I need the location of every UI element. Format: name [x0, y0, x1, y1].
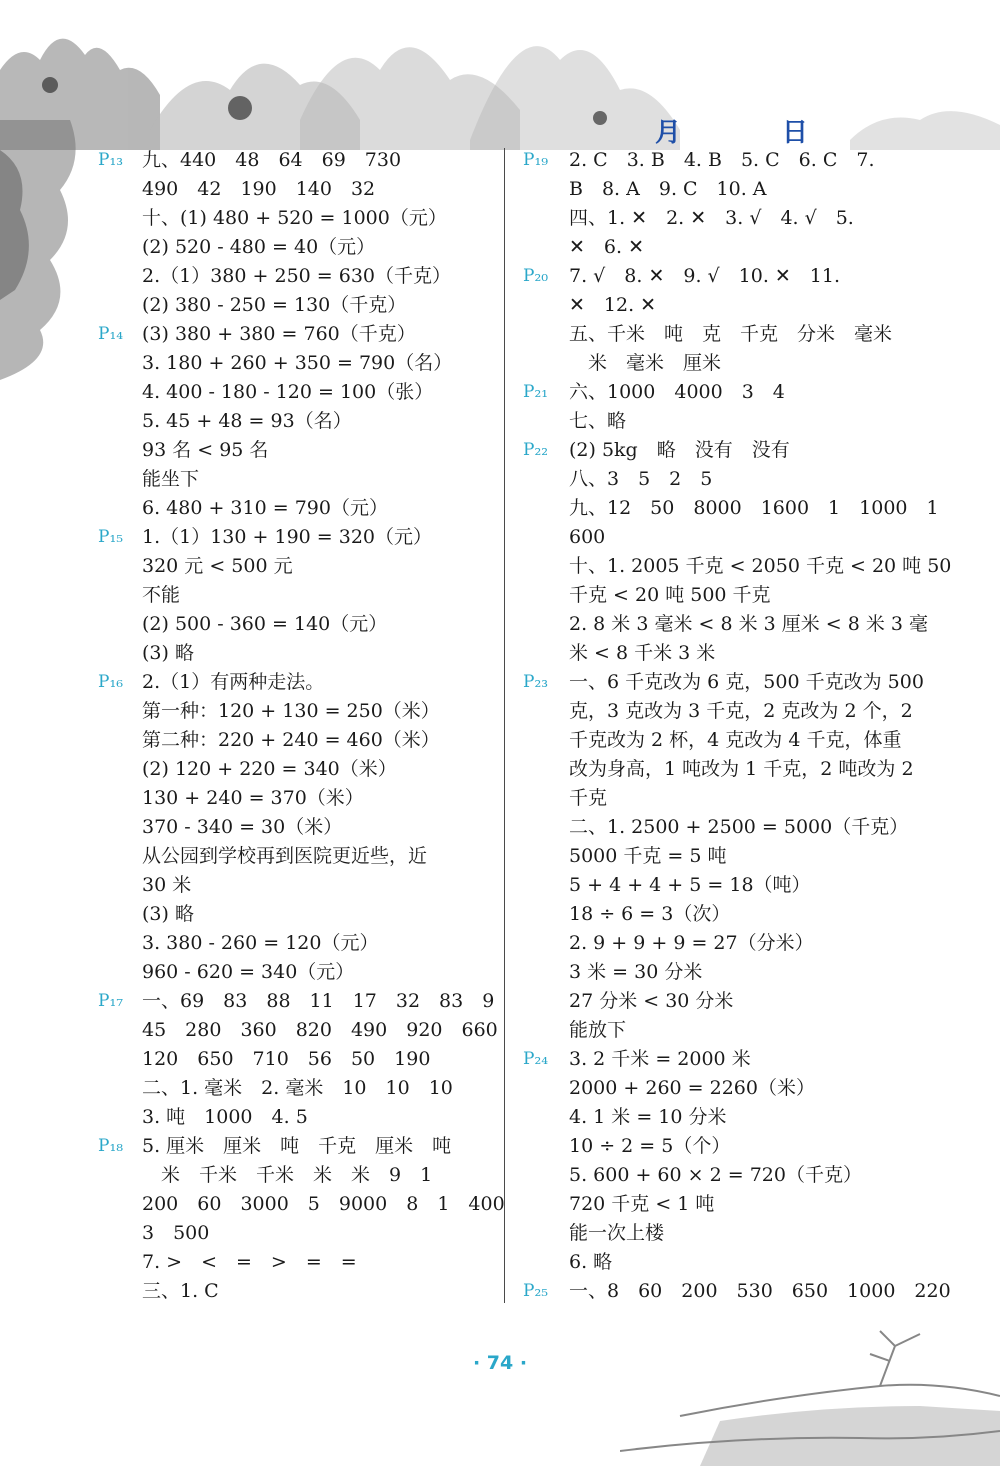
- answer-line: [98, 958, 498, 987]
- answer-line: [98, 1103, 498, 1132]
- answer-line: [98, 436, 498, 465]
- answer-line: [523, 842, 943, 871]
- answer-text: 2.（1）380 + 250 = 630（千克）: [142, 265, 452, 287]
- answer-line: [98, 726, 498, 755]
- answer-line: [523, 436, 943, 465]
- answer-line: [98, 552, 498, 581]
- answer-line: [523, 784, 943, 813]
- answer-text: 960 - 620 = 340（元）: [142, 961, 355, 983]
- answer-text: 第二种：220 + 240 = 460（米）: [142, 729, 440, 751]
- answer-line: [98, 1190, 505, 1219]
- answer-line: [98, 1132, 498, 1161]
- answer-line: [523, 204, 943, 233]
- answer-text: 320 元 < 500 元: [142, 555, 293, 577]
- answer-line: [98, 146, 498, 175]
- answer-line: [98, 1016, 498, 1045]
- date-month-label: 月: [655, 118, 682, 148]
- answer-text: 93 名 < 95 名: [142, 439, 269, 461]
- answer-text: 2.（1）有两种走法。: [142, 671, 325, 693]
- answer-line: [523, 494, 943, 523]
- answer-line: [523, 262, 943, 291]
- answer-line: [523, 349, 943, 378]
- answer-line: [523, 1045, 943, 1074]
- answer-text: 七、略: [569, 410, 627, 432]
- ink-landscape-header: [0, 0, 1000, 150]
- answer-line: [98, 523, 498, 552]
- answer-text: 三、1. C: [142, 1280, 219, 1302]
- page-reference-mark: P₁₄: [98, 324, 124, 344]
- answer-line: [98, 581, 498, 610]
- answer-line: [523, 871, 943, 900]
- answer-line: [98, 813, 498, 842]
- answer-text: 7. √ 8. ✕ 9. √ 10. ✕ 11.: [569, 265, 841, 287]
- answer-text: 720 千克 < 1 吨: [569, 1193, 715, 1215]
- answer-text: 米 毫米 厘米: [569, 352, 722, 374]
- answer-line: [523, 929, 943, 958]
- page-reference-mark: P₁₈: [98, 1136, 124, 1156]
- answer-text: ✕ 12. ✕: [569, 294, 657, 316]
- answer-line: [98, 929, 498, 958]
- answer-text: 18 ÷ 6 = 3（次）: [569, 903, 731, 925]
- answer-line: [98, 465, 498, 494]
- answer-text: 3 500: [142, 1222, 210, 1244]
- answer-text: 能放下: [569, 1019, 627, 1041]
- answer-text: 3. 180 + 260 + 350 = 790（名）: [142, 352, 453, 374]
- page-reference-mark: P₁₇: [98, 991, 124, 1011]
- answer-line: [98, 233, 498, 262]
- answer-text: (3) 380 + 380 = 760（千克）: [142, 323, 416, 345]
- answer-line: [98, 262, 498, 291]
- answer-line: [523, 813, 943, 842]
- page-reference-mark: P₁₅: [98, 527, 124, 547]
- answer-text: 5. 厘米 厘米 吨 千克 厘米 吨: [142, 1135, 452, 1157]
- answer-line: [523, 697, 943, 726]
- answer-text: 六、1000 4000 3 4: [569, 381, 785, 403]
- answer-line: [98, 1045, 498, 1074]
- answer-text: 能一次上楼: [569, 1222, 665, 1244]
- ink-landscape-left: [0, 120, 95, 380]
- answer-text: 2. C 3. B 4. B 5. C 6. C 7.: [569, 149, 875, 171]
- page-number: · 74 ·: [472, 1352, 528, 1374]
- answer-line: [98, 900, 498, 929]
- answer-line: [523, 146, 943, 175]
- answer-text: 米 千米 千米 米 米 9 1: [142, 1164, 433, 1186]
- answer-text: ✕ 6. ✕: [569, 236, 645, 258]
- answer-text: 四、1. ✕ 2. ✕ 3. √ 4. √ 5.: [569, 207, 854, 229]
- answer-text: 第一种：120 + 130 = 250（米）: [142, 700, 440, 722]
- answer-text: 十、1. 2005 千克 < 2050 千克 < 20 吨 50: [569, 555, 952, 577]
- answer-text: 2. 9 + 9 + 9 = 27（分米）: [569, 932, 814, 954]
- page-reference-mark: P₂₂: [523, 440, 549, 460]
- answer-text: 八、3 5 2 5: [569, 468, 713, 490]
- page-reference-mark: P₁₃: [98, 150, 124, 170]
- answer-line: [98, 842, 498, 871]
- answer-line: [98, 1277, 498, 1306]
- answer-line: [523, 1248, 943, 1277]
- answer-text: 10 ÷ 2 = 5（个）: [569, 1135, 731, 1157]
- answer-line: [523, 1132, 943, 1161]
- answer-line: [523, 639, 943, 668]
- page-reference-mark: P₂₃: [523, 672, 549, 692]
- answer-text: 3. 吨 1000 4. 5: [142, 1106, 308, 1128]
- answer-text: 490 42 190 140 32: [142, 178, 376, 200]
- answer-line: [523, 581, 943, 610]
- page-reference-mark: P₂₁: [523, 382, 549, 402]
- answer-text: 370 - 340 = 30（米）: [142, 816, 343, 838]
- answer-text: 改为身高，1 吨改为 1 千克，2 吨改为 2: [569, 758, 914, 780]
- answer-text: (2) 5kg 略 没有 没有: [569, 439, 790, 461]
- answer-text: 4. 400 - 180 - 120 = 100（张）: [142, 381, 434, 403]
- date-day-label: 日: [782, 118, 809, 148]
- answer-line: [523, 291, 943, 320]
- answer-line: [98, 987, 498, 1016]
- answer-line: [98, 784, 498, 813]
- answer-text: (2) 500 - 360 = 140（元）: [142, 613, 388, 635]
- answer-line: [523, 175, 943, 204]
- answer-line: [523, 1219, 943, 1248]
- answer-text: 千克 < 20 吨 500 千克: [569, 584, 771, 606]
- answer-line: [523, 320, 943, 349]
- page-reference-mark: P₁₆: [98, 672, 124, 692]
- page-reference-mark: P₂₅: [523, 1281, 549, 1301]
- answer-text: 4. 1 米 = 10 分米: [569, 1106, 727, 1128]
- answer-text: (2) 520 - 480 = 40（元）: [142, 236, 376, 258]
- answer-text: 十、(1) 480 + 520 = 1000（元）: [142, 207, 447, 229]
- answer-text: 5 + 4 + 4 + 5 = 18（吨）: [569, 874, 811, 896]
- answer-line: [523, 1277, 951, 1306]
- answer-text: (3) 略: [142, 903, 194, 925]
- answer-line: [98, 1074, 498, 1103]
- answer-line: [98, 175, 498, 204]
- answer-line: [98, 697, 498, 726]
- answer-text: (2) 120 + 220 = 340（米）: [142, 758, 397, 780]
- page-reference-mark: P₁₉: [523, 150, 549, 170]
- answer-text: 从公园到学校再到医院更近些，近: [142, 845, 428, 867]
- answer-line: [523, 523, 943, 552]
- answer-text: 二、1. 2500 + 2500 = 5000（千克）: [569, 816, 909, 838]
- answer-line: [523, 1016, 943, 1045]
- answer-line: [523, 900, 943, 929]
- answer-text: 一、8 60 200 530 650 1000 220: [569, 1280, 951, 1302]
- answer-text: 200 60 3000 5 9000 8 1 400: [142, 1193, 505, 1215]
- answer-text: 2000 + 260 = 2260（米）: [569, 1077, 815, 1099]
- answer-line: [523, 958, 943, 987]
- answer-text: 3. 380 - 260 = 120（元）: [142, 932, 379, 954]
- answer-line: [523, 378, 943, 407]
- answer-line: [98, 407, 498, 436]
- answer-text: 2. 8 米 3 毫米 < 8 米 3 厘米 < 8 米 3 毫: [569, 613, 929, 635]
- answer-text: (3) 略: [142, 642, 194, 664]
- answer-line: [523, 552, 952, 581]
- answer-line: [98, 291, 498, 320]
- answer-text: B 8. A 9. C 10. A: [569, 178, 767, 200]
- answer-line: [98, 349, 498, 378]
- answer-column-right: [523, 146, 952, 1306]
- answer-text: 5. 45 + 48 = 93（名）: [142, 410, 352, 432]
- ink-landscape-footer: [620, 1326, 1000, 1466]
- answer-line: [98, 494, 498, 523]
- answer-line: [523, 726, 943, 755]
- answer-text: 6. 480 + 310 = 790（元）: [142, 497, 388, 519]
- column-divider: [504, 148, 505, 1303]
- answer-line: [98, 668, 498, 697]
- answer-text: 1.（1）130 + 190 = 320（元）: [142, 526, 433, 548]
- answer-text: 克，3 克改为 3 千克，2 克改为 2 个，2: [569, 700, 913, 722]
- answer-line: [98, 1248, 498, 1277]
- answer-line: [523, 610, 943, 639]
- answer-text: 600: [569, 526, 606, 548]
- answer-line: [523, 465, 943, 494]
- answer-text: 不能: [142, 584, 181, 606]
- answer-text: 30 米: [142, 874, 192, 896]
- answer-line: [523, 233, 943, 262]
- answer-line: [523, 1161, 943, 1190]
- answer-text: 6. 略: [569, 1251, 613, 1273]
- answer-line: [523, 755, 943, 784]
- answer-line: [98, 378, 498, 407]
- answer-line: [98, 1219, 498, 1248]
- answer-text: 3. 2 千米 = 2000 米: [569, 1048, 751, 1070]
- answer-line: [523, 407, 943, 436]
- answer-text: 120 650 710 56 50 190: [142, 1048, 431, 1070]
- answer-line: [98, 755, 498, 784]
- answer-text: 27 分米 < 30 分米: [569, 990, 734, 1012]
- answer-text: 能坐下: [142, 468, 200, 490]
- answer-text: 45 280 360 820 490 920 660: [142, 1019, 498, 1041]
- answer-text: 千克: [569, 787, 608, 809]
- answer-text: 五、千米 吨 克 千克 分米 毫米: [569, 323, 893, 345]
- answer-column-left: [98, 146, 505, 1306]
- answer-line: [523, 987, 943, 1016]
- answer-text: 二、1. 毫米 2. 毫米 10 10 10: [142, 1077, 453, 1099]
- answer-text: 九、12 50 8000 1600 1 1000 1: [569, 497, 939, 519]
- answer-text: 130 + 240 = 370（米）: [142, 787, 364, 809]
- answer-line: [98, 204, 498, 233]
- answer-text: (2) 380 - 250 = 130（千克）: [142, 294, 407, 316]
- answer-line: [98, 639, 498, 668]
- answer-text: 千克改为 2 杯，4 克改为 4 千克，体重: [569, 729, 902, 751]
- answer-text: 5. 600 + 60 × 2 = 720（千克）: [569, 1164, 862, 1186]
- answer-text: 3 米 = 30 分米: [569, 961, 703, 983]
- page-reference-mark: P₂₄: [523, 1049, 549, 1069]
- answer-line: [98, 1161, 498, 1190]
- answer-line: [523, 1190, 943, 1219]
- answer-text: 一、6 千克改为 6 克，500 千克改为 500: [569, 671, 924, 693]
- answer-text: 7. > < = > = =: [142, 1251, 357, 1273]
- answer-text: 5000 千克 = 5 吨: [569, 845, 727, 867]
- answer-line: [523, 1103, 943, 1132]
- answer-line: [523, 1074, 943, 1103]
- answer-text: 一、69 83 88 11 17 32 83 9: [142, 990, 495, 1012]
- answer-text: 米 < 8 千米 3 米: [569, 642, 716, 664]
- answer-line: [98, 871, 498, 900]
- answer-line: [98, 320, 498, 349]
- answer-line: [98, 610, 498, 639]
- page-reference-mark: P₂₀: [523, 266, 549, 286]
- answer-text: 九、440 48 64 69 730: [142, 149, 402, 171]
- answer-line: [523, 668, 943, 697]
